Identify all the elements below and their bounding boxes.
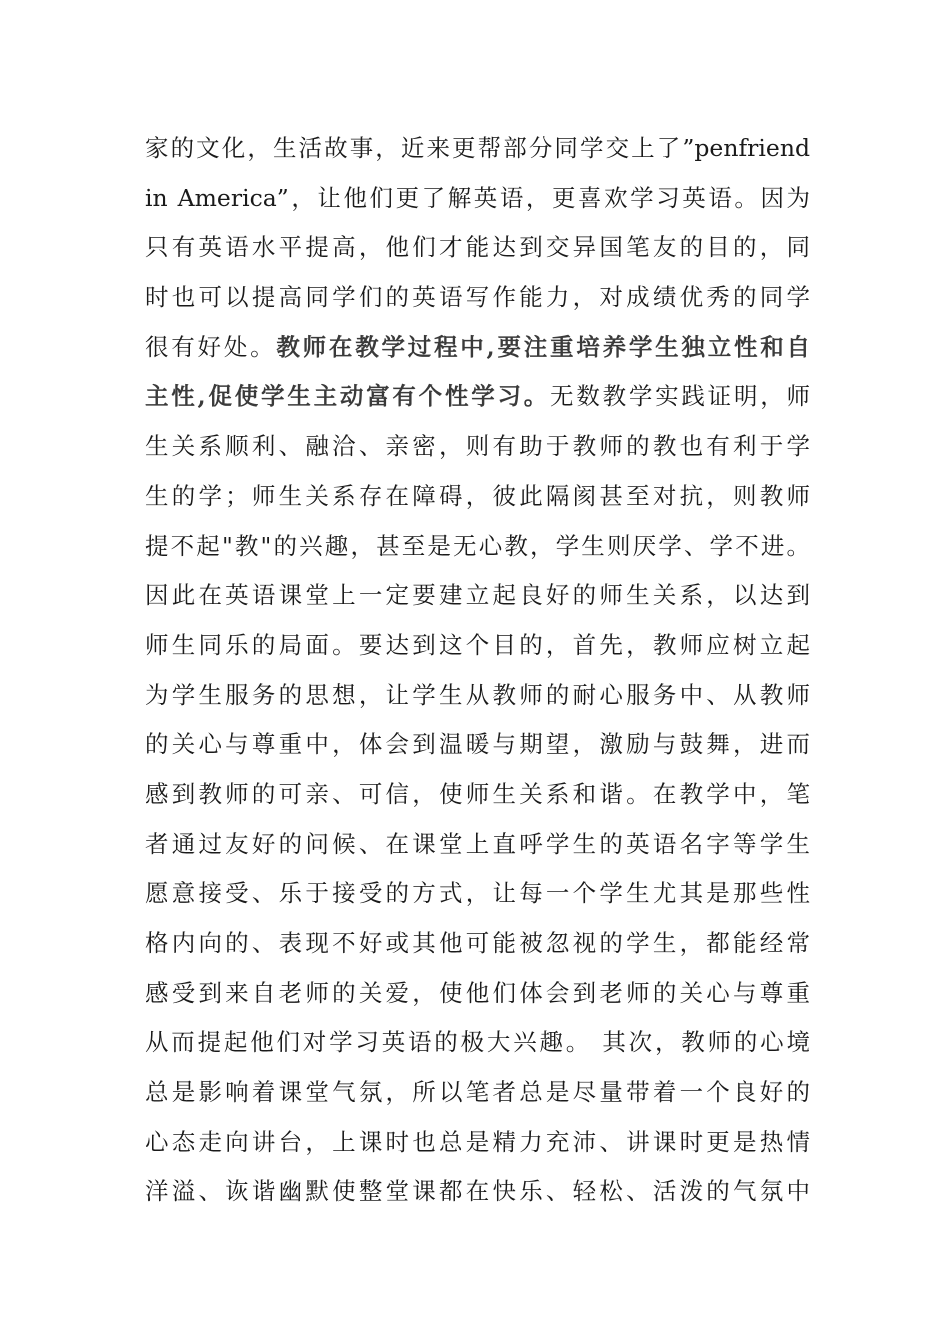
text-run: 总是影响着课堂气氛，所以笔者总是尽量带着一个良好的 (145, 1078, 810, 1107)
text-run: 感受到来自老师的关爱，使他们体会到老师的关心与尊重 (145, 978, 810, 1007)
text-line (145, 1018, 810, 1068)
text-line (145, 720, 810, 770)
text-run: in America”，让他们更了解英语，更喜欢学习英语。因为 (145, 183, 810, 212)
text-line (145, 820, 810, 870)
text-run: 生关系顺利、融洽、亲密，则有助于教师的教也有利于学 (145, 432, 810, 461)
text-line (145, 174, 810, 224)
text-line (145, 919, 810, 969)
text-run: 者通过友好的问候、在课堂上直呼学生的英语名字等学生 (145, 829, 810, 858)
text-run: 因此在英语课堂上一定要建立起良好的师生关系，以达到 (145, 581, 810, 610)
text-run: 只有英语水平提高，他们才能达到交异国笔友的目的，同 (145, 233, 810, 262)
text-run: 家的文化，生活故事，近来更帮部分同学交上了”penfriend (145, 134, 810, 162)
text-line (145, 323, 810, 373)
text-run: 无数教学实践证明，师 (550, 382, 810, 411)
text-line (145, 422, 810, 472)
text-run: 格内向的、表现不好或其他可能被忽视的学生，都能经常 (145, 929, 810, 957)
bold-text-run: 教师在教学过程中,要注重培养学生独立性和自 (276, 332, 811, 361)
text-run: 生的学；师生关系存在障碍，彼此隔阂甚至对抗，则教师 (145, 481, 810, 510)
text-run: 的关心与尊重中，体会到温暖与期望，激励与鼓舞，进而 (145, 730, 810, 759)
text-line (145, 869, 810, 919)
text-line (145, 223, 810, 273)
text-line (145, 124, 810, 174)
text-run: 时也可以提高同学们的英语写作能力，对成绩优秀的同学 (145, 283, 810, 312)
text-line (145, 273, 810, 323)
text-run: 洋溢、诙谐幽默使整堂课都在快乐、轻松、活泼的气氛中 (145, 1177, 810, 1206)
text-run: 愿意接受、乐于接受的方式，让每一个学生尤其是那些性 (145, 879, 810, 908)
text-run: 为学生服务的思想，让学生从教师的耐心服务中、从教师 (145, 680, 810, 709)
text-line (145, 1167, 810, 1217)
text-run: 提不起"教"的兴趣，甚至是无心教，学生则厌学、学不进。 (145, 531, 810, 560)
text-run: 心态走向讲台，上课时也总是精力充沛、讲课时更是热情 (145, 1127, 810, 1156)
text-line (145, 1068, 810, 1118)
text-line (145, 571, 810, 621)
text-line (145, 969, 810, 1019)
text-run: 从而提起他们对学习英语的极大兴趣。 其次，教师的心境 (145, 1028, 810, 1057)
text-line (145, 770, 810, 820)
text-line (145, 472, 810, 522)
text-run: 师生同乐的局面。要达到这个目的，首先，教师应树立起 (145, 630, 810, 659)
text-line (145, 372, 810, 422)
text-line (145, 621, 810, 671)
text-line (145, 522, 810, 572)
text-run: 很有好处。 (145, 332, 277, 361)
body-text (145, 124, 810, 1217)
bold-text-run: 主性,促使学生主动富有个性学习。 (145, 382, 551, 411)
text-run: 感到教师的可亲、可信，使师生关系和谐。在教学中，笔 (145, 779, 810, 808)
text-line (145, 1118, 810, 1168)
text-line (145, 671, 810, 721)
